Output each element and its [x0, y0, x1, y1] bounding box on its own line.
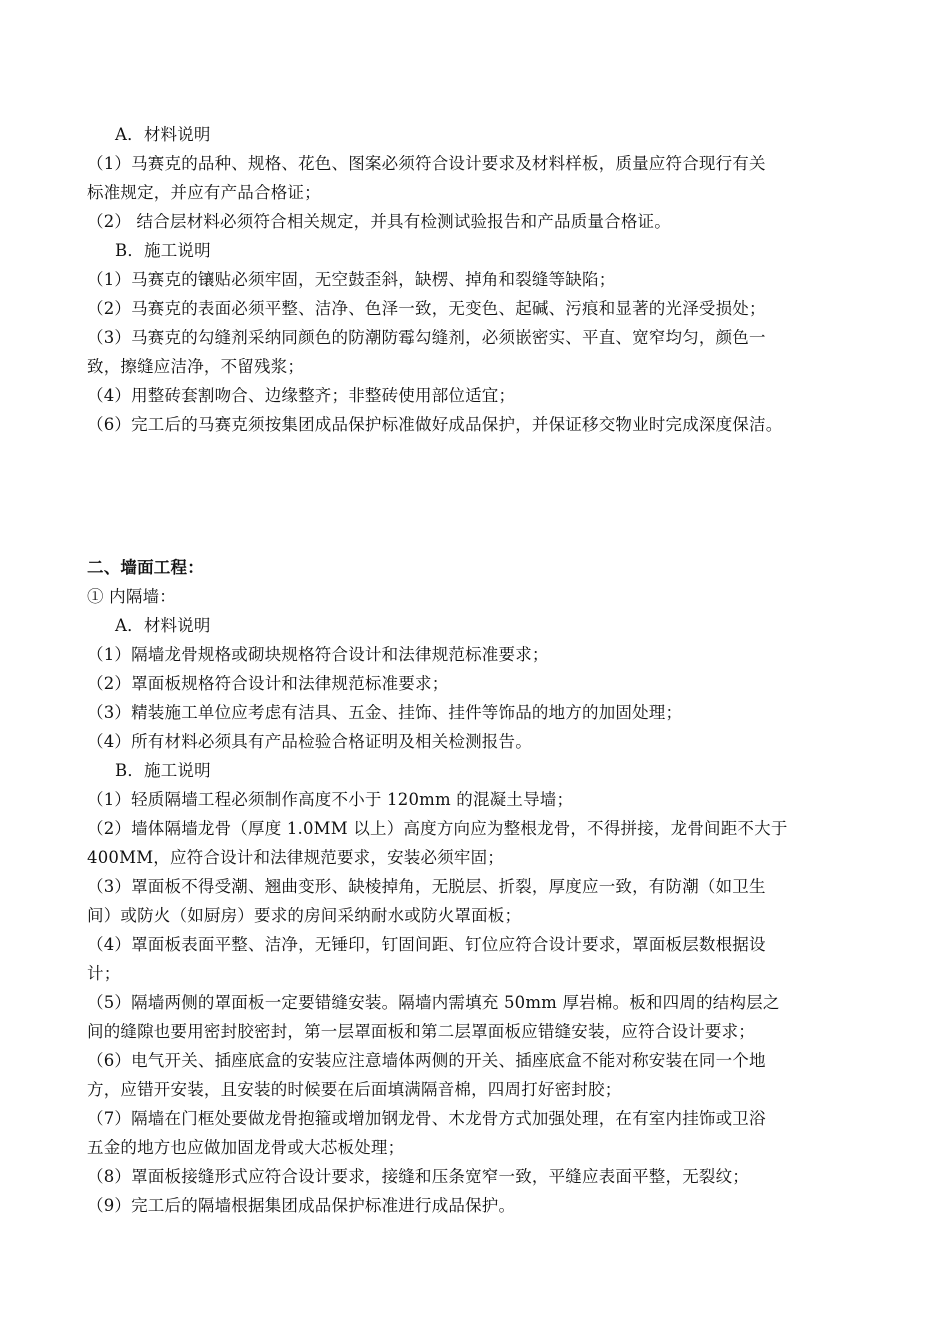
paragraph-line: （1）马赛克的品种、规格、花色、图案必须符合设计要求及材料样板，质量应符合现行有关	[87, 154, 766, 173]
paragraph-line: （2）罩面板规格符合设计和法律规范标准要求；	[87, 674, 449, 693]
paragraph-line: （3）马赛克的勾缝剂采纳同颜色的防潮防霉勾缝剂，必须嵌密实、平直、宽窄均匀，颜色一	[87, 328, 766, 347]
paragraph-line: （1）马赛克的镶贴必须牢固，无空鼓歪斜，缺楞、掉角和裂缝等缺陷；	[87, 270, 616, 289]
paragraph-line: （5）隔墙两侧的罩面板一定要错缝安装。隔墙内需填充 50mm 厚岩棉。板和四周的结构层之	[87, 993, 780, 1012]
wall-section	[87, 553, 887, 1249]
paragraph-line: 计；	[87, 964, 121, 983]
paragraph-line: 标准规定，并应有产品合格证；	[87, 183, 321, 202]
subsection-title-materials: A．材料说明	[115, 125, 211, 144]
paragraph-line: 致，擦缝应洁净，不留残浆；	[87, 357, 305, 376]
mosaic-section	[87, 120, 887, 439]
paragraph-line: （4）所有材料必须具有产品检验合格证明及相关检测报告。	[87, 732, 532, 751]
paragraph-line: 方，应错开安装，且安装的时候要在后面填满隔音棉，四周打好密封胶；	[87, 1080, 622, 1099]
paragraph-line: 间）或防火（如厨房）要求的房间采纳耐水或防火罩面板；	[87, 906, 522, 925]
paragraph-line: 五金的地方也应做加固龙骨或大芯板处理；	[87, 1138, 405, 1157]
paragraph-line: （3）罩面板不得受潮、翘曲变形、缺棱掉角，无脱层、折裂，厚度应一致，有防潮（如卫生	[87, 877, 766, 896]
subsection-title-construction: B．施工说明	[115, 761, 211, 780]
paragraph-line: （3）精装施工单位应考虑有洁具、五金、挂饰、挂件等饰品的地方的加固处理；	[87, 703, 683, 722]
paragraph-line: （9）完工后的隔墙根据集团成品保护标准进行成品保护。	[87, 1196, 516, 1215]
paragraph-line: 400MM，应符合设计和法律规范要求，安装必须牢固；	[87, 848, 504, 867]
paragraph-line: （2）墙体隔墙龙骨（厚度 1.0MM 以上）高度方向应为整根龙骨，不得拼接，龙骨间距不大于	[87, 819, 788, 838]
paragraph-line: （1）轻质隔墙工程必须制作高度不小于 120mm 的混凝土导墙；	[87, 790, 574, 809]
paragraph-line: （6）完工后的马赛克须按集团成品保护标准做好成品保护，并保证移交物业时完成深度保洁。	[87, 415, 783, 434]
paragraph-line: （7）隔墙在门框处要做龙骨抱箍或增加钢龙骨、木龙骨方式加强处理，在有室内挂饰或卫浴	[87, 1109, 766, 1128]
subsection-title-materials: A．材料说明	[115, 616, 211, 635]
paragraph-line	[87, 1220, 887, 1249]
subsection-heading: ① 内隔墙：	[87, 587, 176, 606]
paragraph-line: （4）罩面板表面平整、洁净，无锤印，钉固间距、钉位应符合设计要求，罩面板层数根据设	[87, 935, 766, 954]
subsection-title-construction: B．施工说明	[115, 241, 211, 260]
paragraph-line: （2） 结合层材料必须符合相关规定，并具有检测试验报告和产品质量合格证。	[87, 212, 671, 231]
paragraph-line: （6）电气开关、插座底盒的安装应注意墙体两侧的开关、插座底盒不能对称安装在同一个地	[87, 1051, 766, 1070]
paragraph-line: （1）隔墙龙骨规格或砌块规格符合设计和法律规范标准要求；	[87, 645, 549, 664]
paragraph-line: 间的缝隙也要用密封胶密封，第一层罩面板和第二层罩面板应错缝安装，应符合设计要求；	[87, 1022, 755, 1041]
paragraph-line: （8）罩面板接缝形式应符合设计要求，接缝和压条宽窄一致，平缝应表面平整，无裂纹；	[87, 1167, 749, 1186]
section-heading: 二、墙面工程：	[87, 558, 204, 577]
paragraph-line: （4）用整砖套割吻合、边缘整齐；非整砖使用部位适宜；	[87, 386, 516, 405]
paragraph-line: （2）马赛克的表面必须平整、洁净、色泽一致，无变色、起碱、污痕和显著的光泽受损处；	[87, 299, 766, 318]
